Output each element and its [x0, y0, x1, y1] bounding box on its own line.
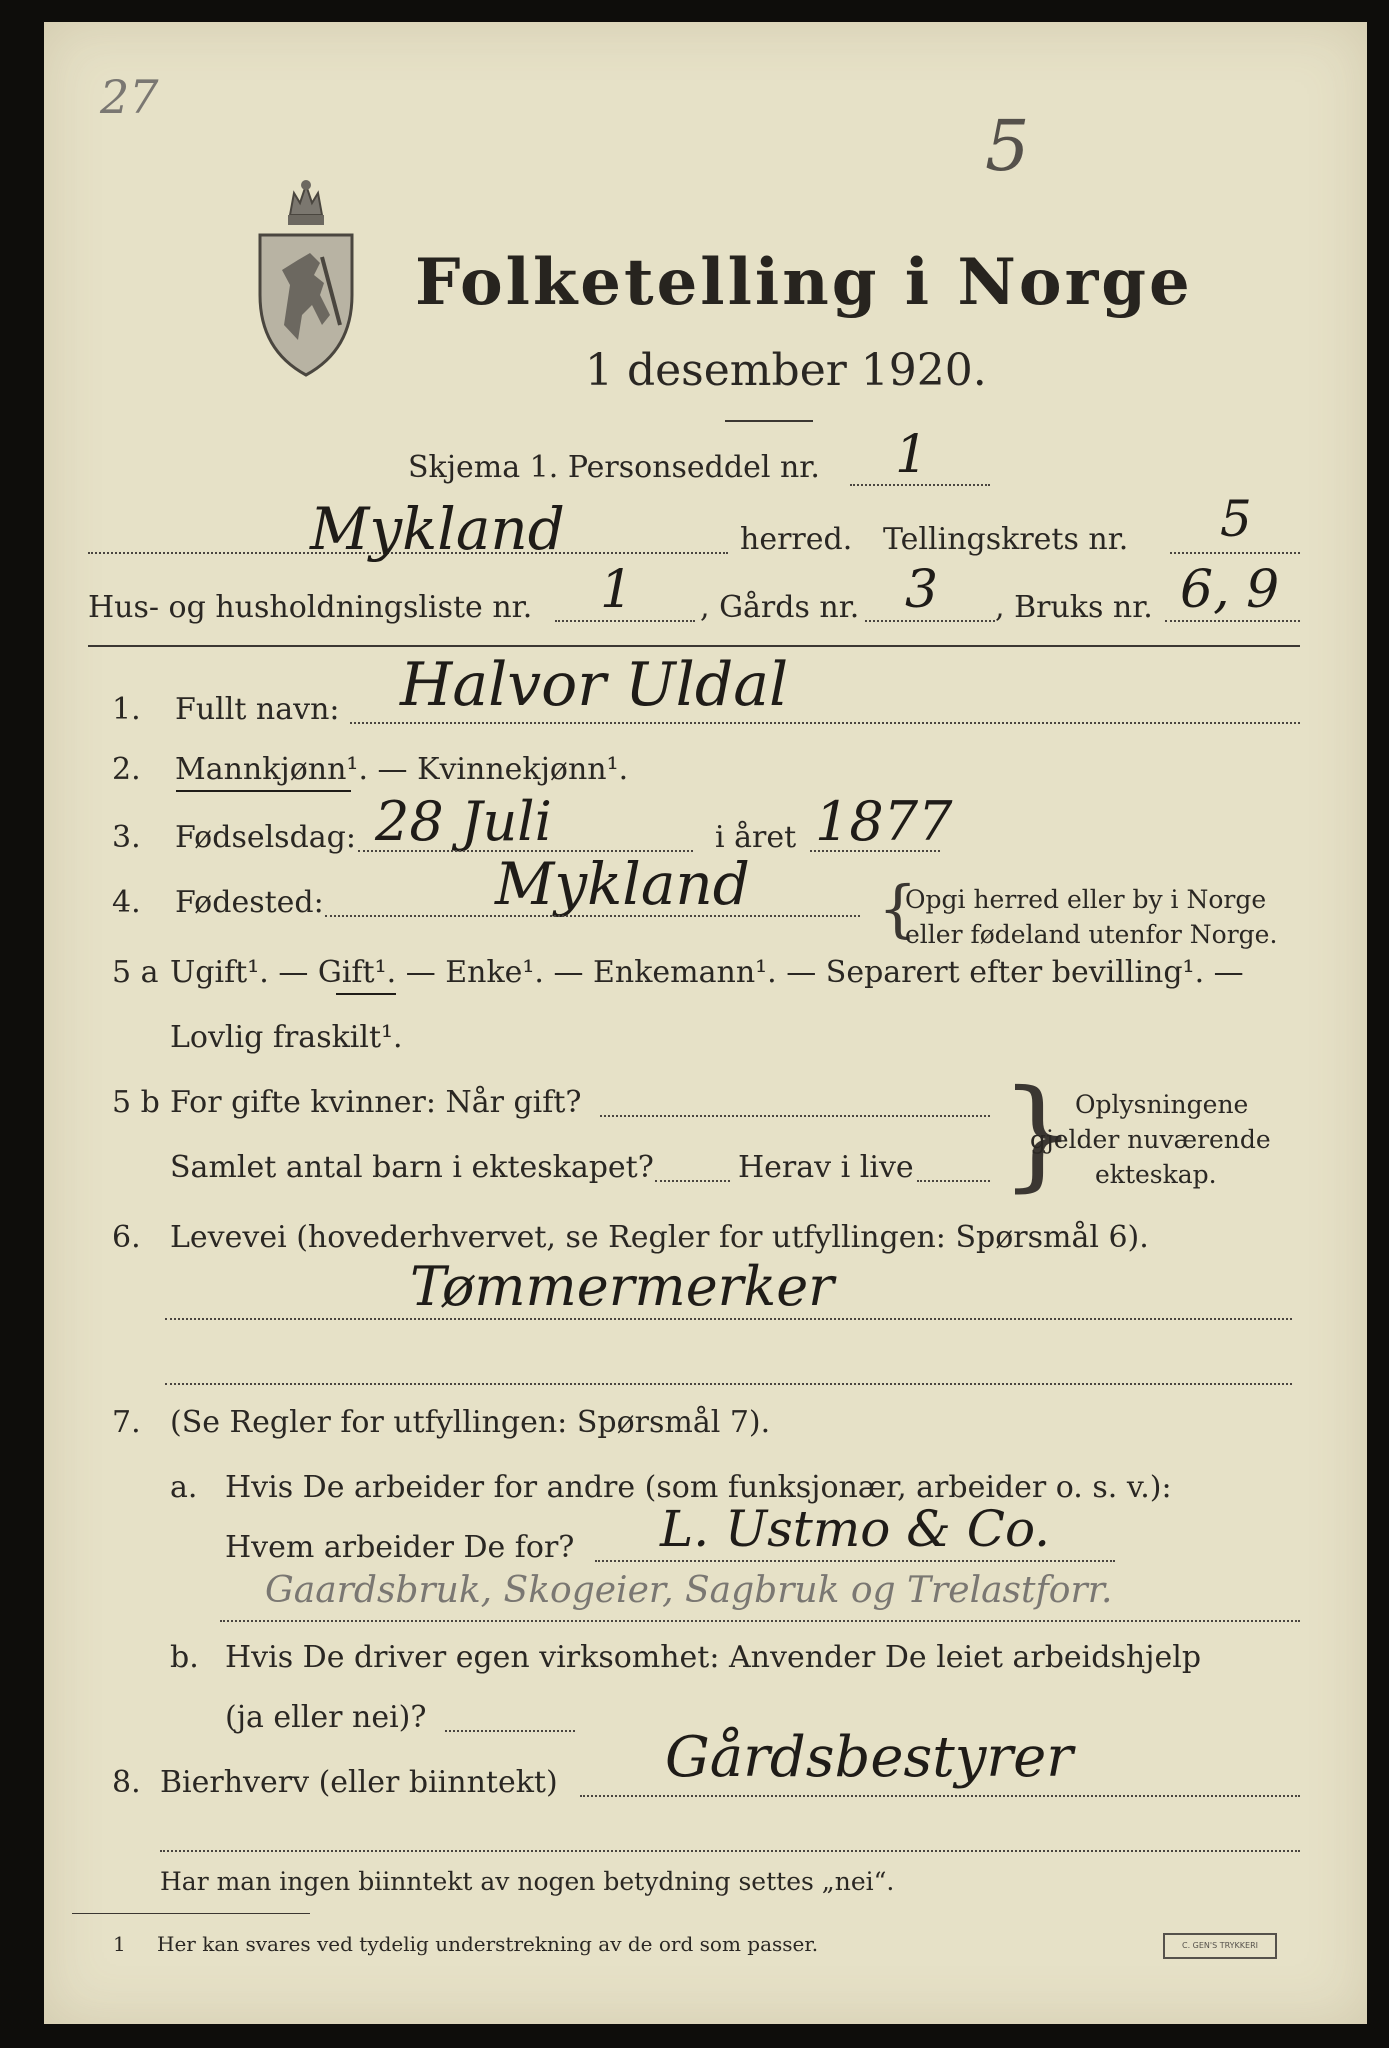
- footnote-mark: 1: [113, 1932, 126, 1956]
- header-divider: [88, 645, 1300, 647]
- husholdningsliste-value: 1: [600, 560, 634, 620]
- q5b-note-line2: gjelder nuværende: [1030, 1125, 1271, 1154]
- title-divider: [725, 420, 813, 422]
- q7a-line1: Hvis De arbeider for andre (som funksjonær, arbeider o. s. v.):: [225, 1470, 1172, 1505]
- schema-label: Skjema 1. Personseddel nr.: [408, 450, 820, 485]
- personseddel-number: 1: [895, 425, 929, 485]
- employer-value: L. Ustmo & Co.: [660, 1500, 1051, 1558]
- q5b-note-line3: ekteskap.: [1095, 1160, 1217, 1189]
- gift-underline: [336, 993, 396, 995]
- q5b-line1: For gifte kvinner: Når gift?: [170, 1085, 582, 1120]
- q6-number: 6.: [112, 1220, 141, 1255]
- q7a-letter: a.: [170, 1470, 198, 1505]
- birthplace-note-line2: eller fødeland utenfor Norge.: [905, 920, 1278, 949]
- census-date: 1 desember 1920.: [585, 345, 987, 396]
- birthplace-note-line1: Opgi herred eller by i Norge: [905, 885, 1267, 914]
- gards-label: , Gårds nr.: [700, 590, 860, 625]
- footnote-text: Her kan svares ved tydelig understrekning av de ord som passer.: [157, 1932, 819, 1956]
- q5b-note-brace: }: [1000, 1065, 1077, 1204]
- q1-number: 1.: [112, 692, 141, 727]
- birth-year-value: 1877: [815, 790, 953, 853]
- archive-number: 27: [100, 70, 159, 124]
- gards-value: 3: [905, 560, 939, 620]
- footnote-divider: [72, 1913, 310, 1914]
- coat-of-arms-icon: [250, 175, 362, 384]
- tellingskrets-value: 5: [1220, 490, 1252, 548]
- q8-label: Bierhverv (eller biinntekt): [160, 1765, 558, 1800]
- occupation-value: Tømmermerker: [410, 1255, 834, 1318]
- birthplace-value: Mykland: [495, 850, 750, 918]
- herred-value: Mykland: [310, 495, 565, 563]
- q6-label: Levevei (hovederhvervet, se Regler for utfyllingen: Spørsmål 6).: [170, 1220, 1149, 1255]
- q3-number: 3.: [112, 820, 141, 855]
- tellingskrets-label: Tellingskrets nr.: [883, 522, 1129, 557]
- marital-status-options: Ugift¹. — Gift¹. — Enke¹. — Enkemann¹. — Separert efter bevilling¹. —: [170, 955, 1244, 990]
- herred-label: herred.: [740, 522, 853, 557]
- printer-stamp: C. GEN'S TRYKKERI: [1163, 1933, 1277, 1959]
- q5b-number: 5 b: [112, 1085, 160, 1120]
- q5b-note-line1: Oplysningene: [1075, 1090, 1249, 1119]
- q1-label: Fullt navn:: [175, 692, 340, 727]
- full-name-value: Halvor Uldal: [400, 650, 789, 720]
- q7b-line2: (ja eller nei)?: [225, 1700, 427, 1735]
- birthday-value: 28 Juli: [375, 790, 552, 853]
- side-occupation-value: Gårdsbestyrer: [665, 1725, 1074, 1790]
- q3-label: Fødselsdag:: [175, 820, 356, 855]
- q5b-line2: Samlet antal barn i ekteskapet?: [170, 1150, 654, 1185]
- form-title: Folketelling i Norge: [415, 245, 1193, 320]
- q5a-number: 5 a: [112, 955, 159, 990]
- q7b-letter: b.: [170, 1640, 199, 1675]
- q7b-line1: Hvis De driver egen virksomhet: Anvender De leiet arbeidshjelp: [225, 1640, 1202, 1675]
- q7-number: 7.: [112, 1405, 141, 1440]
- husholdningsliste-label: Hus- og husholdningsliste nr.: [88, 590, 533, 625]
- marital-status-options-cont: Lovlig fraskilt¹.: [170, 1020, 403, 1055]
- mannkjonn-underline: [176, 790, 351, 792]
- birth-year-label: i året: [715, 820, 797, 855]
- q5b-herav: Herav i live: [738, 1150, 914, 1185]
- q2-number: 2.: [112, 752, 141, 787]
- employer-business-note: Gaardsbruk, Skogeier, Sagbruk og Trelastforr.: [265, 1570, 1113, 1611]
- q7a-line2: Hvem arbeider De for?: [225, 1530, 575, 1565]
- q4-number: 4.: [112, 885, 141, 920]
- q4-label: Fødested:: [175, 885, 324, 920]
- q7-label: (Se Regler for utfyllingen: Spørsmål 7).: [170, 1405, 771, 1440]
- q8-number: 8.: [112, 1765, 141, 1800]
- bruks-value: 6, 9: [1180, 560, 1280, 620]
- corner-scribble: 5: [985, 105, 1030, 187]
- nei-note: Har man ingen biinntekt av nogen betydning settes „nei“.: [160, 1867, 895, 1896]
- bruks-label: , Bruks nr.: [995, 590, 1153, 625]
- q4-note-brace: {: [878, 872, 918, 945]
- sex-options: Mannkjønn¹. — Kvinnekjønn¹.: [175, 752, 629, 787]
